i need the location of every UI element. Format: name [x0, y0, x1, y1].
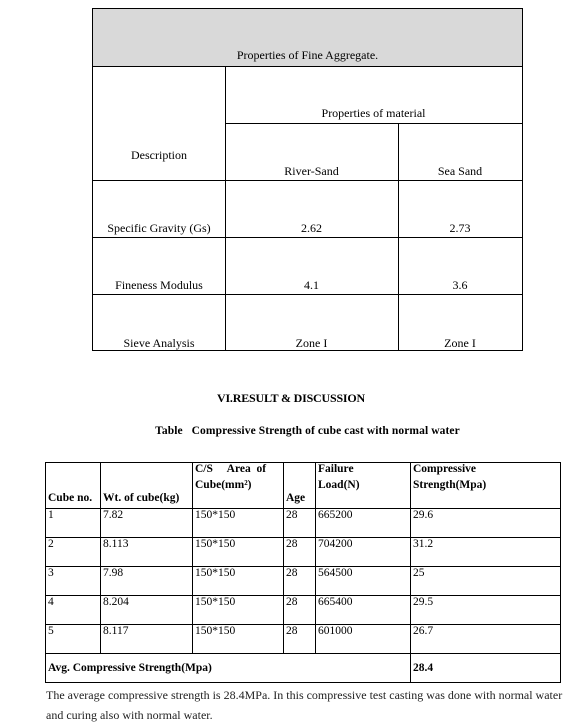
- cube-no-cell: 5: [46, 625, 101, 654]
- age-header: Age: [284, 463, 316, 509]
- row-label: Sieve Analysis: [123, 336, 195, 350]
- fine-aggregate-title-cell: [93, 9, 522, 67]
- failure-load-header: [316, 463, 411, 509]
- area-cell: 150*150: [193, 509, 284, 538]
- river-sand-value: 2.62: [301, 221, 322, 235]
- weight-cell: 8.117: [101, 625, 193, 654]
- river-sand-value: Zone I: [295, 336, 328, 350]
- strength-cell: 29.5: [411, 596, 561, 625]
- table-caption: Table Compressive Strength of cube cast with normal water: [155, 425, 460, 437]
- age-cell: 28: [284, 625, 316, 654]
- strength-cell: 25: [411, 567, 561, 596]
- strength-header-line1: Compressive: [413, 463, 477, 475]
- cs-area-header-line1: C/S Area of: [195, 463, 267, 475]
- load-cell: 665400: [316, 596, 411, 625]
- cube-no-cell: 1: [46, 509, 101, 538]
- strength-cell: 29.6: [411, 509, 561, 538]
- area-cell: 150*150: [193, 625, 284, 654]
- table-header-row: [46, 463, 561, 509]
- weight-cell: 8.113: [101, 538, 193, 567]
- cube-no-cell: 4: [46, 596, 101, 625]
- table-row: [46, 625, 561, 654]
- area-cell: 150*150: [193, 596, 284, 625]
- failure-load-header-line2: Load(N): [318, 479, 360, 491]
- strength-cell: 26.7: [411, 625, 561, 654]
- weight-cell: 7.82: [101, 509, 193, 538]
- load-cell: 564500: [316, 567, 411, 596]
- river-sand-value: 4.1: [304, 278, 319, 292]
- divider: [93, 294, 522, 295]
- average-row: [46, 654, 561, 683]
- area-cell: 150*150: [193, 538, 284, 567]
- sea-sand-value: 2.73: [449, 221, 471, 235]
- cs-area-header-line2: Cube(mm²): [195, 479, 252, 491]
- age-cell: 28: [284, 509, 316, 538]
- weight-cell: 7.98: [101, 567, 193, 596]
- compressive-strength-table: [45, 462, 561, 683]
- table-row: [46, 509, 561, 538]
- cube-no-header: Cube no.: [46, 463, 101, 509]
- load-cell: 601000: [316, 625, 411, 654]
- divider: [225, 123, 522, 124]
- fine-aggregate-table: [92, 8, 523, 351]
- sea-sand-value: 3.6: [452, 278, 468, 292]
- divider: [93, 180, 522, 181]
- table-row: [46, 596, 561, 625]
- area-cell: 150*150: [193, 567, 284, 596]
- fine-aggregate-title: Properties of Fine Aggregate.: [236, 48, 379, 62]
- properties-group-header: Properties of material: [321, 106, 426, 120]
- strength-header-line2: Strength(Mpa): [413, 479, 487, 491]
- row-label: Specific Gravity (Gs): [107, 221, 211, 235]
- strength-cell: 31.2: [411, 538, 561, 567]
- cs-area-header: [193, 463, 284, 509]
- cube-no-cell: 3: [46, 567, 101, 596]
- table-row: [46, 538, 561, 567]
- weight-cell: 8.204: [101, 596, 193, 625]
- sea-sand-header: Sea Sand: [437, 164, 483, 178]
- description-header: Description: [131, 148, 187, 162]
- age-cell: 28: [284, 538, 316, 567]
- river-sand-header: River-Sand: [284, 164, 339, 178]
- age-cell: 28: [284, 596, 316, 625]
- weight-header: Wt. of cube(kg): [101, 463, 193, 509]
- cube-no-cell: 2: [46, 538, 101, 567]
- divider: [93, 237, 522, 238]
- average-value: 28.4: [411, 654, 561, 683]
- sea-sand-value: Zone I: [444, 336, 476, 350]
- failure-load-header-line1: Failure: [318, 463, 354, 475]
- load-cell: 704200: [316, 538, 411, 567]
- average-label: Avg. Compressive Strength(Mpa): [46, 654, 411, 683]
- age-cell: 28: [284, 567, 316, 596]
- row-label: Fineness Modulus: [115, 278, 203, 292]
- result-paragraph: The average compressive strength is 28.4MPa. In this compressive test casting was done with normal water and curing also with normal water.: [46, 688, 563, 722]
- table-row: [46, 567, 561, 596]
- strength-header: [411, 463, 561, 509]
- section-heading: VI.RESULT & DISCUSSION: [217, 391, 365, 405]
- load-cell: 665200: [316, 509, 411, 538]
